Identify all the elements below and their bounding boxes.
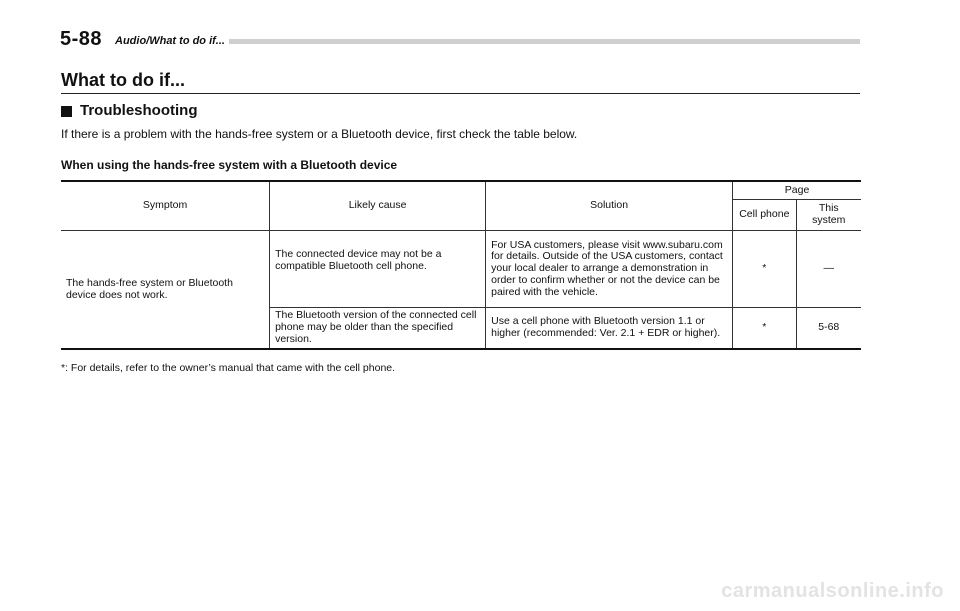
table-row [61, 231, 861, 308]
table-heading: When using the hands-free system with a Bluetooth device [61, 158, 398, 172]
col-page: Page [733, 181, 861, 200]
cell-cell-phone-page: * [733, 308, 796, 350]
section-title: What to do if... [61, 70, 185, 90]
square-bullet-icon [61, 106, 72, 117]
cell-solution: For USA customers, please visit www.subaru.com for details. Outside of the USA customers, contact your local dealer to arrange a demonstration in order to confirm whether or not the device can be paired with the vehicle. [486, 231, 733, 308]
troubleshooting-table [61, 180, 861, 350]
running-title: Audio/What to do if... [115, 35, 229, 47]
cell-symptom: The hands-free system or Bluetooth device does not work. [61, 231, 270, 350]
cell-solution: Use a cell phone with Bluetooth version 1.1 or higher (recommended: Ver. 2.1 + EDR or higher). [486, 308, 733, 350]
cell-this-system-page: 5-68 [796, 308, 861, 350]
footnote: *: For details, refer to the owner’s manual that came with the cell phone. [61, 362, 396, 374]
cell-cell-phone-page: * [733, 231, 796, 308]
col-cell-phone: Cell phone [733, 200, 796, 231]
col-this-system: This system [796, 200, 861, 231]
intro-text: If there is a problem with the hands-free system or a Bluetooth device, first check the table below. [61, 127, 578, 141]
subheading-text: Troubleshooting [80, 102, 198, 119]
cell-likely-cause: The Bluetooth version of the connected cell phone may be older than the specified version. [270, 308, 486, 350]
page-number: 5-88 [60, 28, 103, 50]
subheading [61, 102, 198, 119]
watermark: carmanualsonline.info [721, 580, 944, 602]
cell-this-system-page: — [796, 231, 861, 308]
section-divider [61, 93, 860, 94]
col-solution: Solution [486, 181, 733, 231]
col-likely-cause: Likely cause [270, 181, 486, 231]
page-header [60, 28, 860, 50]
cell-likely-cause: The connected device may not be a compatible Bluetooth cell phone. [270, 231, 486, 308]
col-symptom: Symptom [142, 199, 188, 212]
